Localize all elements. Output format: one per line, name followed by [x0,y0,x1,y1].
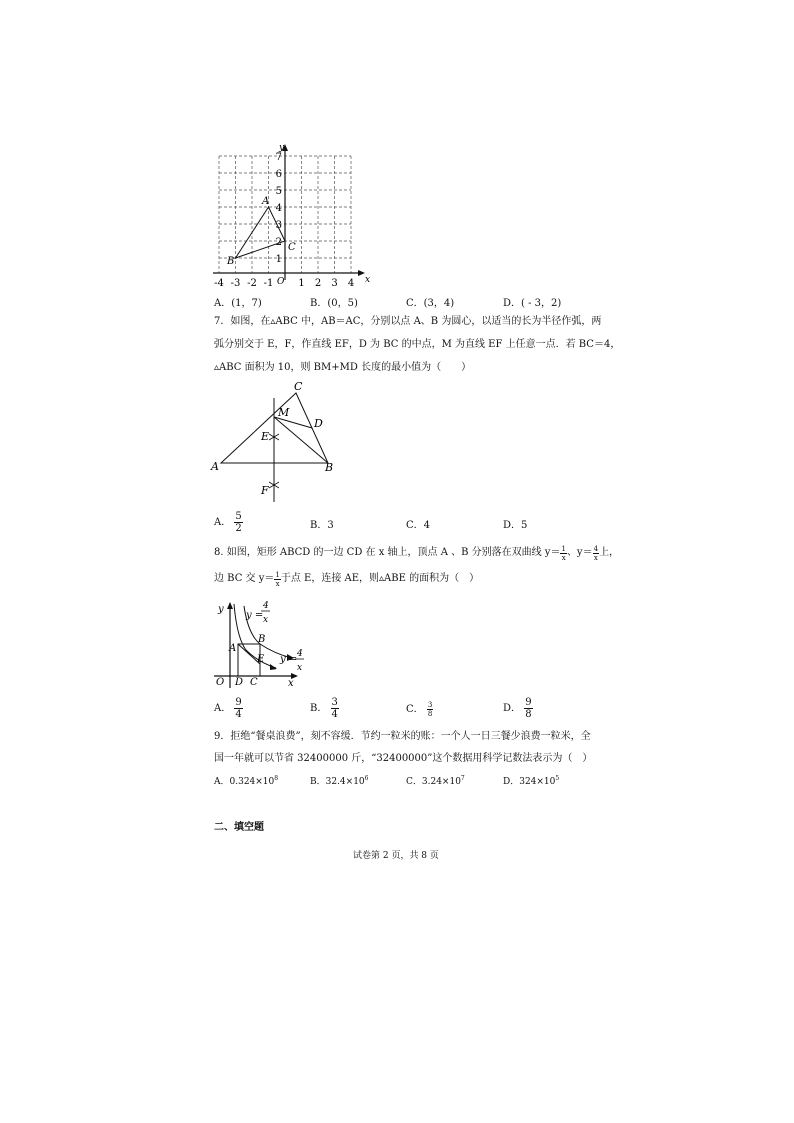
q8-option-a[interactable]: A． $\frac{9}{4}$ [214,697,242,720]
q8-text-line1: 8. 如图，矩形 ABCD 的一边 CD 在 x 轴上，顶点 A 、B 分别落在双曲线 y＝ 1 x 、y＝ 4 x 上， [214,544,620,562]
y-tick: 5 [275,186,282,197]
x-tick: -4 [214,278,224,289]
label-e: E [257,654,265,665]
x-tick: 4 [347,278,355,289]
q6-option-d[interactable]: D．( - 3，2) [503,298,562,309]
label-x: x [288,678,294,689]
x-tick: -1 [263,278,274,289]
label-c: C [250,677,258,688]
q8-hyperbola-figure [210,598,310,690]
label-a: A [211,460,219,473]
q7-text-line2: 弧分别交于 E，F，作直线 EF，D 为 BC 的中点，M 为直线 EF 上任意一点．若 BC＝4， [214,339,621,350]
x-tick: -2 [247,278,257,289]
y-axis-label: y [279,143,285,153]
q7-option-d[interactable]: D．5 [503,520,528,531]
point-b-label: B [227,256,235,267]
label-o: O [216,677,225,688]
q6-option-b[interactable]: B．(0，5) [310,298,358,309]
y-tick: 1 [275,254,282,265]
point-a-label: A [262,196,270,207]
label-b: B [258,634,266,645]
q9-option-c[interactable]: C．$3.24\times 10^7$ [406,775,465,787]
label-f: F [261,484,269,497]
curve-label-right: y = [280,654,298,665]
q6-option-c[interactable]: C．(3，4) [406,298,455,309]
q8-text-line2: 边 BC 交 y＝ 1 x 于点 E，连接 AE，则▵ABE 的面积为（ ） [214,570,480,588]
curve-label-right-num: 4 [297,649,303,659]
label-m: M [278,406,290,419]
y-tick: 3 [275,220,282,231]
q9-text-line2: 国一年就可以节省 32400000 斤，“32400000”这个数据用科学记数法表示为（ ） [214,753,593,764]
x-tick: 1 [298,278,305,289]
q9-text-line1: 9．拒绝“餐桌浪费”，刻不容缓．节约一粒米的账：一个人一日三餐少浪费一粒米，全 [214,731,591,742]
x-tick: 2 [314,278,322,289]
q6-option-a[interactable]: A．(1，7) [214,298,262,309]
q7-option-b[interactable]: B．3 [310,520,334,531]
triangle-abc [236,207,286,258]
q7-triangle-figure [208,378,343,506]
x-tick: 3 [331,278,338,289]
q7-option-a[interactable]: A． $\frac{5}{2}$ [214,511,242,534]
y-tick: 2 [275,237,282,248]
origin-label: O [277,277,285,287]
q9-option-a[interactable]: A．$0.324\times 10^8$ [214,775,279,787]
q6-coordinate-graph [205,140,380,295]
q8-option-c[interactable]: C． $\frac{3}{8}$ [406,701,433,718]
label-e: E [261,430,270,443]
curve-label-top-den: x [263,615,269,625]
section-title-fill-in: 二、填空题 [214,822,264,833]
curve-label-top-num: 4 [263,601,269,611]
q7-text-line3: ▵ABC 面积为 10，则 BM+MD 长度的最小值为（ ） [214,362,472,373]
curve-label-top: y = [246,610,264,621]
q9-option-d[interactable]: D．$324\times 10^5$ [503,775,560,787]
x-axis-label: x [365,275,371,285]
label-c: C [294,380,303,393]
label-d: D [235,677,244,688]
q8-option-b[interactable]: B． $\frac{3}{4}$ [310,697,338,720]
y-tick: 7 [275,152,282,163]
point-c-label: C [288,242,296,253]
q7-text-line1: 7．如图，在▵ABC 中，AB＝AC，分别以点 A、B 为圆心，以适当的长为半径作弧，两 [214,316,602,327]
label-b: B [325,461,334,474]
q7-option-c[interactable]: C．4 [406,520,431,531]
curve-label-right-den: x [297,663,303,673]
label-d: D [314,417,323,430]
y-tick: 6 [275,169,282,180]
page-footer: 试卷第 2 页，共 8 页 [353,851,439,861]
q9-option-b[interactable]: B．$32.4\times 10^6$ [310,775,369,787]
label-y: y [218,604,224,615]
label-a: A [229,643,237,654]
y-tick: 4 [275,203,282,214]
x-tick: -3 [230,278,241,289]
q8-option-d[interactable]: D． $\frac{9}{8}$ [503,697,532,720]
